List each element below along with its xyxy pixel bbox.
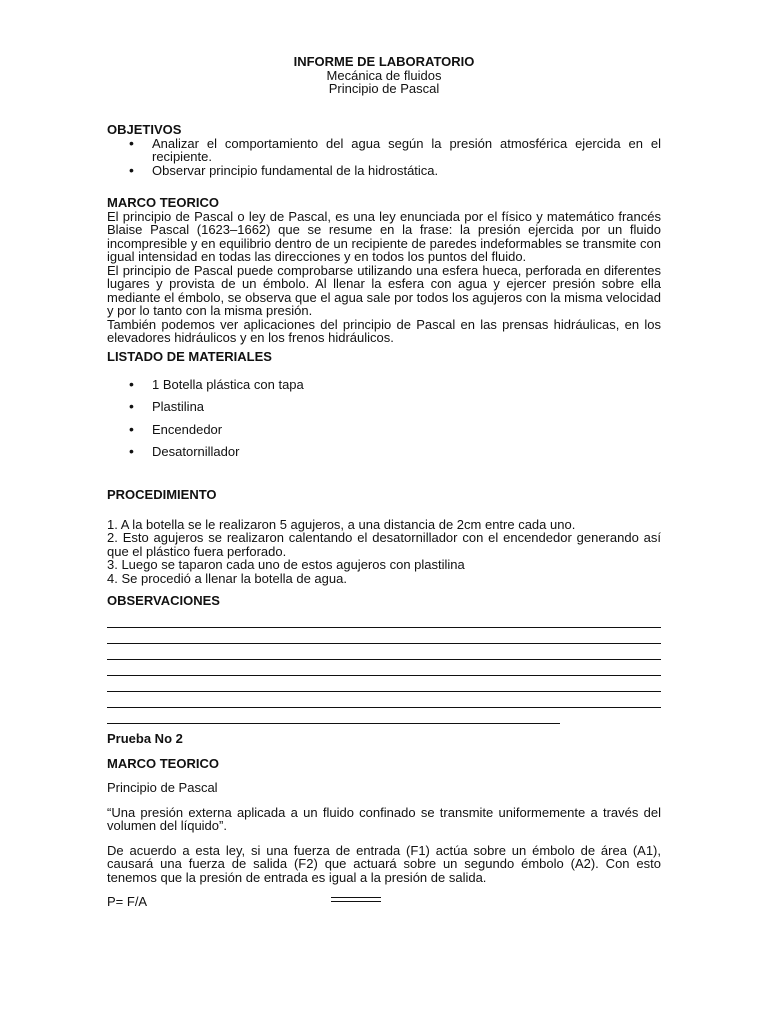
marco-teorico-heading: MARCO TEORICO (107, 195, 219, 210)
material-item: • Plastilina (107, 400, 661, 423)
materiales-list (107, 378, 661, 468)
blank-line (107, 612, 661, 628)
prueba-section (107, 732, 661, 909)
pressure-formula: P= F/A (107, 894, 148, 909)
report-title: INFORME DE LABORATORIO (293, 54, 475, 69)
blank-line (107, 692, 661, 708)
blank-line (107, 708, 560, 724)
procedimiento-heading: PROCEDIMIENTO (107, 487, 217, 502)
prueba-quote: “Una presión externa aplicada a un fluido confinado se transmite uniformemente a través del volumen del líquido”. (107, 804, 661, 833)
objetivo-item: • Observar principio fundamental de la hidrostática. (107, 164, 661, 178)
material-item: • Desatornillador (107, 445, 661, 468)
materiales-heading: LISTADO DE MATERIALES (107, 349, 272, 364)
procedimiento-step: 4. Se procedió a llenar la botella de agua. (107, 570, 347, 586)
fraction-bar (331, 901, 381, 902)
document-header (107, 55, 661, 96)
procedimiento-section (107, 488, 661, 585)
marco-teorico-section (107, 196, 661, 345)
procedimiento-step: 3. Luego se taparon cada uno de estos agujeros con plastilina (107, 557, 465, 572)
blank-line (107, 644, 661, 660)
marco-paragraph: El principio de Pascal puede comprobarse utilizando una esfera hueca, perforada en diferentes lugares y provista de un émbolo. Al llenar la esfera con agua y ejercer presión sobre ella mediante el émbolo, se observa que el agua sale por todos los agujeros con la misma velocidad y por lo tanto con la misma presión. (107, 262, 661, 318)
prueba-subtitle: Principio de Pascal (107, 780, 218, 795)
observaciones-section (107, 594, 661, 724)
marco-paragraph: El principio de Pascal o ley de Pascal, es una ley enunciada por el físico y matemático francés Blaise Pascal (1623–1662) que se resume en la frase: la presión ejercida por un fluido incompresible y en equilibrio dentro de un recipiente de paredes indeformables se transmite con igual intensidad en todas las direcciones y en todos los puntos del fluido. (107, 208, 661, 264)
observaciones-heading: OBSERVACIONES (107, 593, 220, 608)
materiales-section (107, 350, 661, 468)
procedimiento-step: 2. Esto agujeros se realizaron calentando el desatornillador con el encendedor generando así que el plástico fuera perforado. (107, 530, 661, 559)
prueba-paragraph: De acuerdo a esta ley, si una fuerza de entrada (F1) actúa sobre un émbolo de área (A1), causará una fuerza de salida (F2) que actuará sobre un segundo émbolo (A2). Con esto tenemos que la presión de entrada es igual a la presión de salida. (107, 842, 661, 885)
blank-line (107, 676, 661, 692)
blank-line (107, 628, 661, 644)
objetivos-heading: OBJETIVOS (107, 122, 182, 137)
formula-fraction-bars (331, 897, 381, 905)
blank-line (107, 660, 661, 676)
fraction-bar (331, 897, 381, 898)
procedimiento-step: 1. A la botella se le realizaron 5 agujeros, a una distancia de 2cm entre cada uno. (107, 516, 576, 532)
objetivos-section (107, 123, 661, 177)
objetivos-list (107, 137, 661, 178)
material-item: • Encendedor (107, 423, 661, 446)
objetivo-item: • Analizar el comportamiento del agua según la presión atmosférica ejercida en el recipiente. (107, 137, 661, 164)
material-item: • 1 Botella plástica con tapa (107, 378, 661, 401)
procedimiento-steps (107, 518, 661, 586)
prueba-heading: Prueba No 2 (107, 731, 183, 746)
report-subtitle-topic: Principio de Pascal (328, 81, 440, 96)
marco-paragraph: También podemos ver aplicaciones del principio de Pascal en las prensas hidráulicas, en los elevadores hidráulicos y en los frenos hidráulicos. (107, 316, 661, 345)
report-subtitle-course: Mecánica de fluidos (326, 67, 442, 83)
prueba-marco-heading: MARCO TEORICO (107, 755, 219, 771)
observaciones-lines (107, 612, 661, 724)
